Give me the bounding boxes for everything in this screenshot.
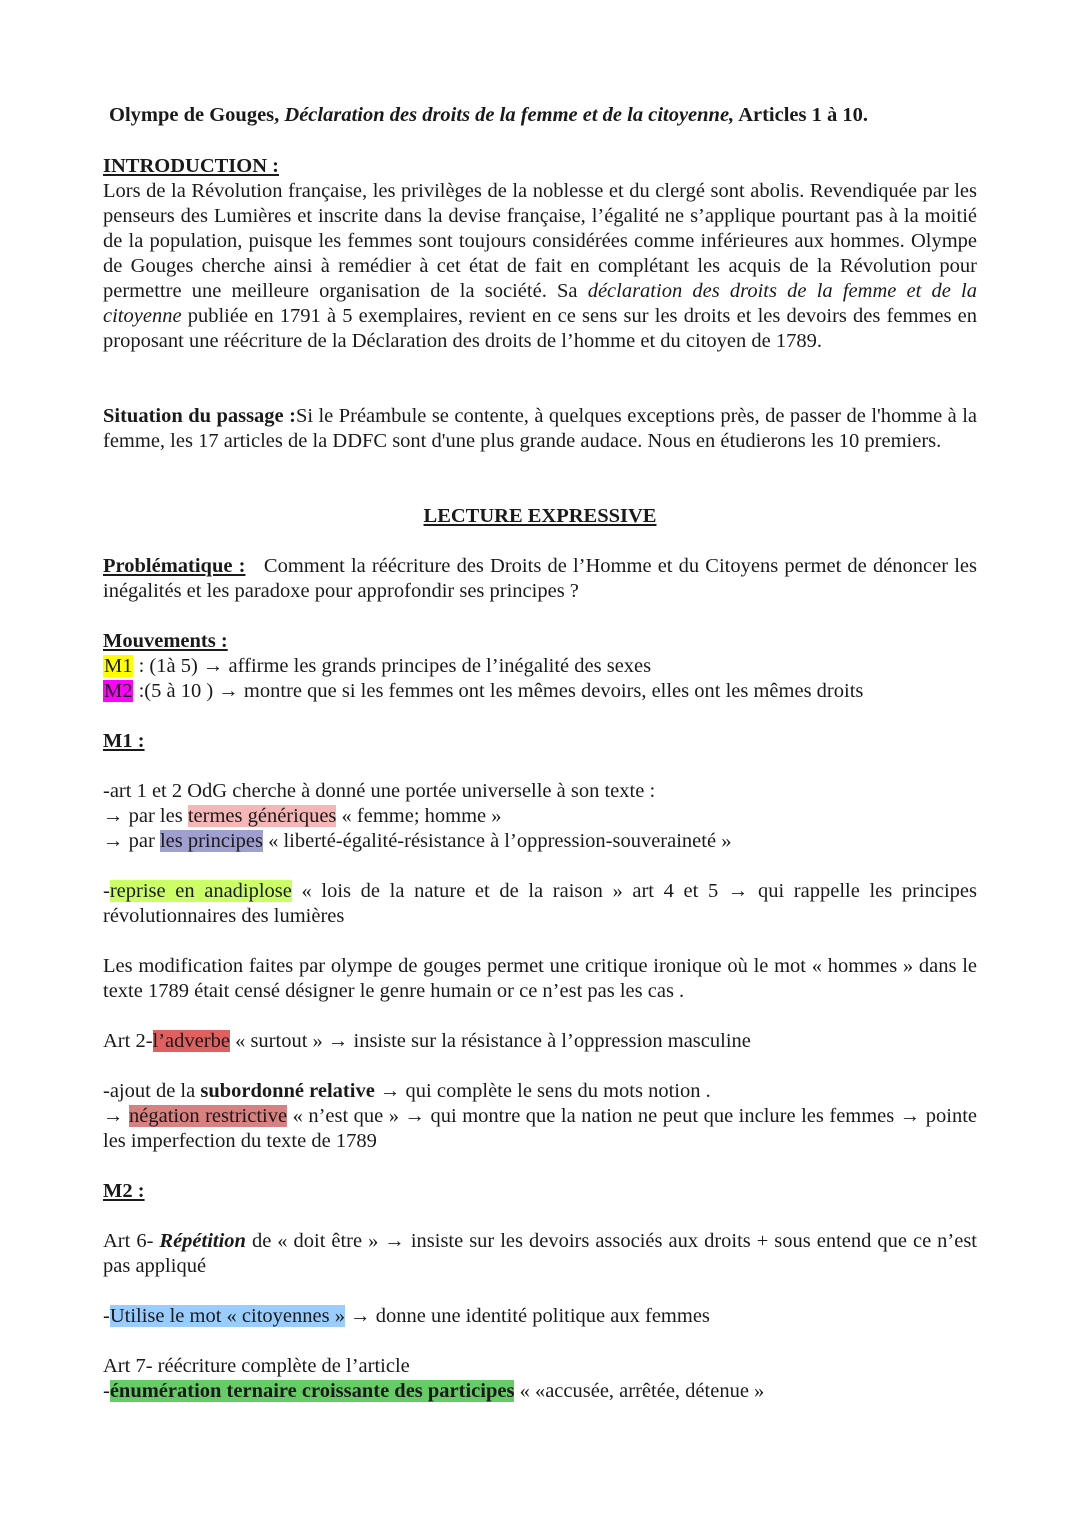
m1-ajout-line: -ajout de la subordonné relative → qui complète le sens du mots notion .: [103, 1080, 711, 1102]
problematique-paragraph: Problématique : Comment la réécriture des Droits de l’Homme et du Citoyens permet de dénoncer les inégalités et les paradoxe pour approfondir ses principes ?: [103, 555, 977, 602]
highlight-citoyennes: Utilise le mot « citoyennes »: [109, 1305, 345, 1327]
mouvement-m2-line: M2 :(5 à 10 ) → montre que si les femmes ont les mêmes devoirs, elles ont les mêmes droits: [104, 680, 864, 702]
m1-principles-line: → par les principes « liberté-égalité-résistance à l’oppression-souveraineté »: [103, 830, 732, 852]
m1-modification-paragraph: Les modification faites par olympe de gouges permet une critique ironique où le mot « hommes » dans le texte 1789 était censé désigner le genre humain or ce n’est pas les cas .: [103, 955, 977, 1002]
document-title: [109, 103, 989, 128]
bold-repetition: Répétition: [159, 1230, 246, 1252]
highlight-anadiplose: reprise en anadiplose: [109, 880, 292, 902]
intro-heading: INTRODUCTION :: [103, 155, 279, 177]
highlight-adverbe: l’adverbe: [152, 1030, 230, 1052]
m1-art12-line: -art 1 et 2 OdG cherche à donné une portée universelle à son texte :: [103, 780, 656, 802]
m1-negation-paragraph: → négation restrictive « n’est que » → qui montre que la nation ne peut que inclure les femmes → pointe les imperfection du texte de 1789: [103, 1105, 977, 1152]
highlight-negation: négation restrictive: [129, 1105, 288, 1127]
m1-anadiplose-paragraph: -reprise en anadiplose « lois de la nature et de la raison » art 4 et 5 → qui rappelle les principes révolutionnaires des lumières: [103, 880, 977, 927]
title-work: Déclaration des droits de la femme et de la citoyenne,: [284, 104, 735, 126]
problematique-label: Problématique :: [103, 555, 246, 577]
m2-heading: M2 :: [103, 1180, 145, 1202]
highlight-principes: les principes: [159, 830, 263, 852]
highlight-termes-generiques: termes génériques: [187, 805, 337, 827]
m1-art2-line: Art 2-l’adverbe « surtout » → insiste sur la résistance à l’oppression masculine: [103, 1030, 751, 1052]
m1-heading: M1 :: [103, 730, 145, 752]
m2-citoyennes-line: -Utilise le mot « citoyennes » → donne une identité politique aux femmes: [103, 1305, 710, 1327]
mouvement-m1-line: M1 : (1à 5) → affirme les grands principes de l’inégalité des sexes: [104, 655, 652, 677]
title-author: Olympe de Gouges,: [109, 104, 280, 126]
situation-label: Situation du passage :: [103, 405, 296, 427]
m2-art6-paragraph: Art 6- Répétition de « doit être » → insiste sur les devoirs associés aux droits + sous entend que ce n’est pas appliqué: [103, 1230, 978, 1277]
m1-tag: M1: [104, 655, 133, 677]
mouvements-heading: Mouvements :: [103, 630, 228, 652]
m2-enumeration-line: -énumération ternaire croissante des participes « «accusée, arrêtée, détenue »: [103, 1380, 765, 1402]
situation-paragraph: Situation du passage :Si le Préambule se contente, à quelques exceptions près, de passer de l'homme à la femme, les 17 articles de la DDFC sont d'une plus grande audace. Nous en étudierons les 10 premiers.: [103, 405, 978, 452]
highlight-enumeration: énumération ternaire croissante des participes: [109, 1380, 515, 1402]
lecture-heading: LECTURE EXPRESSIVE: [423, 505, 657, 527]
title-articles: Articles 1 à 10.: [738, 104, 868, 126]
m1-generic-terms-line: → par les termes génériques « femme; homme »: [103, 805, 502, 827]
intro-paragraph: Lors de la Révolution française, les privilèges de la noblesse et du clergé sont abolis. Revendiquée par les penseurs des Lumières et inscrite dans la devise française, l’égalité ne s’applique pourtant pas à la moitié de la population, puisque les femmes sont toujours considérées comme inférieures aux hommes. Olympe de Gouges cherche ainsi à remédier à cet état de fait en complétant les acquis de la Révolution pour permettre une meilleure organisation de la société. Sa déclaration des droits de la femme et de la citoyenne publiée en 1791 à 5 exemplaires, revient en ce sens sur les droits et les devoirs des femmes en proposant une réécriture de la Déclaration des droits de l’homme et du citoyen de 1789.: [103, 180, 977, 352]
m2-tag: M2: [104, 680, 133, 702]
bold-subordonnee: subordonné relative: [200, 1080, 375, 1102]
m2-art7-line: Art 7- réécriture complète de l’article: [103, 1355, 410, 1377]
